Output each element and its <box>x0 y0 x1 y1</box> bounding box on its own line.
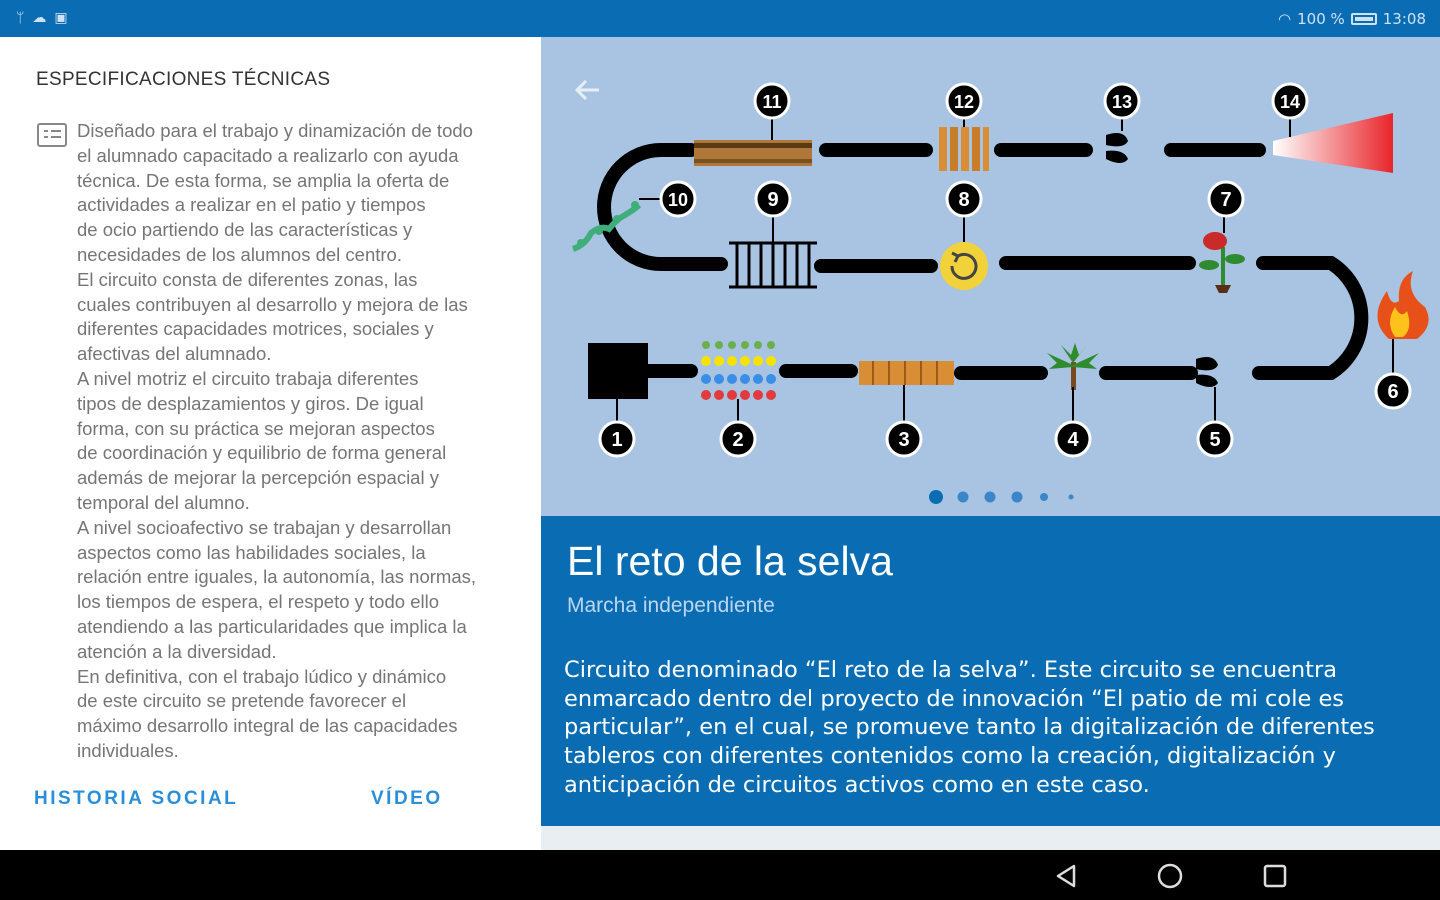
station-number-badge <box>1209 182 1243 216</box>
triangle-back-icon[interactable] <box>1052 862 1080 890</box>
description-line: de este circuito se pretende favorecer el <box>77 690 407 712</box>
station-number-badge <box>1376 374 1410 408</box>
description-line: forma, con su práctica se mejoran aspectos <box>77 417 435 439</box>
description-line: atención a la diversidad. <box>77 640 277 662</box>
description-line: individuales. <box>77 739 179 761</box>
description-line: los tiempos de espera, el respeto y todo ello <box>77 591 439 613</box>
description-line: además de mejorar la percepción espacial y <box>77 467 439 489</box>
station-number-badge <box>947 84 981 118</box>
footprints-icon <box>1196 357 1218 387</box>
section-title: ESPECIFICACIONES TÉCNICAS <box>36 69 331 90</box>
gallery-icon: ▣ <box>54 9 68 25</box>
card-description: Circuito denominado “El reto de la selva”. Este circuito se encuentra enmarcado dentro del proyecto de innovación “El patio de mi cole es particular”, en el cual, se promueve tanto la digitalización de diferentes tableros con diferentes contenidos como la creación, digitalización y anticipación de circuitos activos como en este caso. <box>564 657 1375 798</box>
description-line: técnica. De esta forma, se amplia la oferta de <box>77 169 450 191</box>
wifi-icon: ◠ <box>1278 10 1292 28</box>
station-number: 9 <box>767 189 779 211</box>
station-number: 2 <box>732 429 744 451</box>
square-recents-icon[interactable] <box>1261 862 1289 890</box>
station-number-badge <box>1273 84 1307 118</box>
log-tunnel-icon <box>694 140 812 166</box>
description-line: El circuito consta de diferentes zonas, las <box>77 268 418 290</box>
station-number-badge <box>887 422 921 456</box>
station-block-icon <box>588 343 648 399</box>
description-line: el alumnado capacitado a realizarlo con ayuda <box>77 144 459 166</box>
station-number: 6 <box>1387 381 1399 403</box>
description-line: tipos de desplazamientos y giros. De igual <box>77 392 424 414</box>
description-line: A nivel socioafectivo se trabajan y desarrollan <box>77 516 452 538</box>
description-line: afectivas del alumnado. <box>77 343 272 365</box>
description-line: En definitiva, con el trabajo lúdico y dinámico <box>77 665 447 687</box>
station-number-badge <box>721 422 755 456</box>
carousel-pager[interactable] <box>929 490 1074 504</box>
detail-viewer <box>541 37 1440 850</box>
circuit-image-carousel[interactable] <box>541 37 1440 516</box>
station-number: 1 <box>611 429 623 451</box>
cloud-icon: ☁ <box>32 9 47 25</box>
station-number: 5 <box>1209 429 1221 451</box>
pager-dot[interactable] <box>985 492 996 503</box>
rotation-icon <box>940 242 988 290</box>
status-bar <box>0 0 1440 37</box>
description-line: de ocio partiendo de las características y <box>77 219 413 241</box>
station-number: 8 <box>958 189 970 211</box>
station-number-badge <box>600 422 634 456</box>
station-number-badge <box>661 182 695 216</box>
battery-icon <box>1351 13 1377 25</box>
pager-dot[interactable] <box>929 490 943 504</box>
pager-dot[interactable] <box>1012 492 1023 503</box>
station-number: 12 <box>953 92 975 112</box>
card-subtitle: Marcha independiente <box>567 594 775 617</box>
station-number: 11 <box>762 92 782 112</box>
pager-dot[interactable] <box>1069 495 1074 500</box>
description-line: diferentes capacidades motrices, sociales y <box>77 318 434 340</box>
social-story-button[interactable]: HISTORIA SOCIAL <box>34 788 239 809</box>
ladder-icon <box>729 243 817 287</box>
description-line: relación entre iguales, la autonomía, las normas, <box>77 566 476 588</box>
plank-bridge-icon <box>939 127 989 171</box>
station-number: 3 <box>898 429 910 451</box>
description-line: máximo desarrollo integral de las capacidades <box>77 715 458 737</box>
station-number-badge <box>947 182 981 216</box>
description-line: temporal del alumno. <box>77 491 250 513</box>
notification-icons <box>16 9 68 26</box>
station-number: 13 <box>1111 92 1133 112</box>
station-number: 14 <box>1279 92 1301 112</box>
video-button[interactable]: VÍDEO <box>371 788 443 809</box>
description-line: atendiendo a las particularidades que implica la <box>77 615 467 637</box>
details-panel <box>0 37 541 850</box>
station-number: 7 <box>1220 189 1232 211</box>
battery-percent: 100 % <box>1297 10 1345 28</box>
circuit-diagram <box>541 37 1440 516</box>
description-line: aspectos como las habilidades sociales, la <box>77 541 426 563</box>
footprints-icon <box>1106 133 1128 163</box>
carnivorous-plant-icon <box>1199 232 1245 293</box>
station-number: 4 <box>1067 429 1079 451</box>
card-title: El reto de la selva <box>567 538 893 584</box>
pager-dot[interactable] <box>1040 493 1048 501</box>
station-number-badge <box>1056 422 1090 456</box>
station-number-badge <box>1105 84 1139 118</box>
circle-home-icon[interactable] <box>1156 862 1184 890</box>
list-icon <box>37 123 67 147</box>
description-text <box>77 119 529 764</box>
system-status <box>1278 10 1426 28</box>
station-number-badge <box>756 182 790 216</box>
clock: 13:08 <box>1382 10 1426 28</box>
pager-dot[interactable] <box>958 492 969 503</box>
color-dots-icon <box>701 341 776 400</box>
station-number-badge <box>1198 422 1232 456</box>
description-line: necesidades de los alumnos del centro. <box>77 243 402 265</box>
usb-icon: ᛘ <box>16 9 25 25</box>
description-line: Diseñado para el trabajo y dinamización de todo <box>77 120 473 141</box>
description-line: actividades a realizar en el patio y tiempos <box>77 194 426 216</box>
station-number-badge <box>755 84 789 118</box>
info-card <box>541 516 1440 826</box>
description-line: de coordinación y equilibrio de forma general <box>77 442 447 464</box>
description-line: cuales contribuyen al desarrollo y mejora de las <box>77 293 468 315</box>
arrow-left-icon[interactable] <box>577 81 599 99</box>
fire-icon <box>1377 271 1428 339</box>
navigation-bar <box>0 850 1440 900</box>
station-number: 10 <box>667 190 689 210</box>
palm-tree-icon <box>1047 343 1099 390</box>
log-bridge-icon <box>859 361 954 385</box>
description-line: A nivel motriz el circuito trabaja diferentes <box>77 367 419 389</box>
